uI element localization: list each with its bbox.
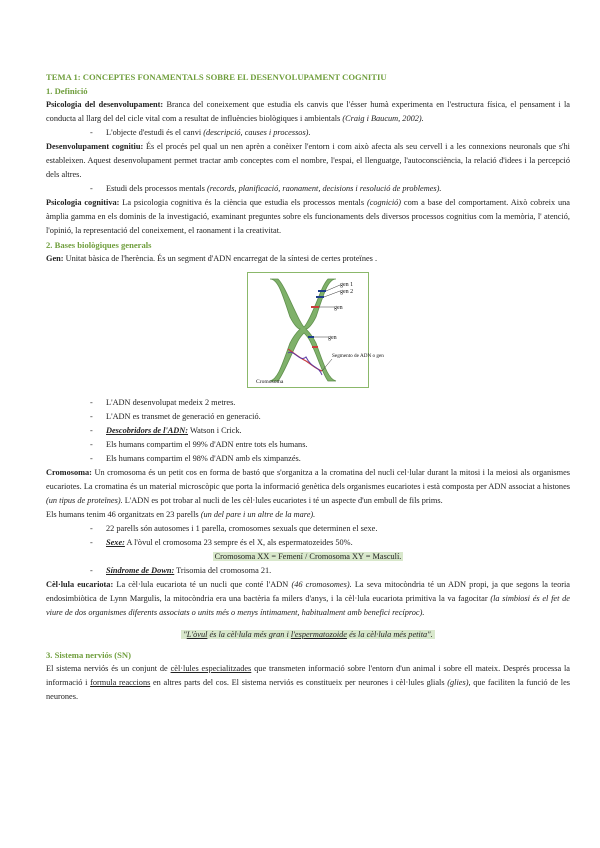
paragraph-gen: Gen: Unitat bàsica de l'herència. És un segment d'ADN encarregat de la síntesi de certes proteïnes . <box>46 254 378 263</box>
paragraph-sistema-nervios: El sistema nerviós és un conjunt de cèl·lules especialitzades que transmeten informació sobre l'entorn d'un animal i sobre ell mateix. Després processa la informació i formula reaccions en altres parts del cos. El sistema nerviós es constitueix per neurones i cèl·lules glials (glies), que faciliten la funció de les neurones. <box>46 664 570 701</box>
paragraph-cromosoma: Cromosoma: Un cromosoma és un petit cos en forma de bastó que s'organitza a la cromatina del nucli cel·lular durant la mitosi i la meiosi als organismes eucariotes. La cromatina és un material microscòpic que porta la informació genètica dels organismes eucariotes i està composta per ADN associat a histones (un tipus de proteïnes). L'ADN es pot trobar al nucli de les cèl·lules eucariotes i té un aspecte d'un embull de fils prims. <box>46 468 570 505</box>
paragraph-psicologia-cognitiva: Psicologia cognitiva: La psicologia cognitiva és la ciència que estudia els processos mentals (cognició) com a base del comportament. Això cobreix una àmplia gamma en els dominis de la investigació, examinant preguntes sobre els funcionaments dels diversos processos cognitius com la memòria, l' atenció, l'opinió, la representació del coneixement, el raonament i la creativitat. <box>46 198 570 235</box>
term-gen: Gen: <box>46 254 64 263</box>
pointer-line <box>324 291 340 297</box>
sex-chromosome-highlight: Cromosoma XX = Femení / Cromosoma XY = Masculí. <box>214 552 402 561</box>
paragraph-desenvolupament-cognitiu: Desenvolupament cognitiu: És el procés pel qual un nen aprèn a conèixer l'entorn i com això afecta als seu cervell i a les connexions neuronals que s'hi estableixen. Aquest desenvolupament permet tractar amb conceptes com el nombre, l'espai, el llenguatge, l'autoconsciència, la relació d'idees i la percepció dels altres. <box>46 142 570 179</box>
term-desenvolupament-cognitiu: Desenvolupament cognitiu: <box>46 142 144 151</box>
list-cromosomes <box>46 522 570 550</box>
list-psicologia-desenvolupament <box>46 126 570 140</box>
label-cromosoma: Cromosoma <box>256 379 284 385</box>
chromosome-illustration <box>248 273 384 387</box>
section-2-heading: 2. Bases biològiques generals <box>46 240 152 250</box>
list-item: - 22 parells són autosomes i 1 parella, cromosomes sexuals que determinen el sexe. <box>90 522 570 536</box>
highlighted-quote: "L'òvul és la cèl·lula més gran i l'espermatozoide és la cèl·lula més petita". <box>183 630 433 639</box>
chromosome-figure <box>46 272 570 388</box>
label-gen-4: gen <box>328 335 337 341</box>
list-item: - Sexe: A l'òvul el cromosoma 23 sempre és el X, als espermatozeides 50%. <box>90 536 570 550</box>
term-psicologia-cognitiva: Psicologia cognitiva: <box>46 198 120 207</box>
list-item: - Estudi dels processos mentals (records, planificació, raonament, decisions i resolució de problemes). <box>90 182 570 196</box>
list-item: - L'objecte d'estudi és el canvi (descripció, causes i processos). <box>90 126 570 140</box>
list-item: - L'ADN desenvolupat medeix 2 metres. <box>90 396 570 410</box>
label-gen-3: gen <box>334 305 343 311</box>
document-content <box>46 70 570 704</box>
paragraph-cellula-eucariota: Cèl·lula eucariota: La cèl·lula eucariota té un nucli que conté l'ADN (46 cromosomes). La seva mitocòndria té un ADN propi, ja que segons la teoria endosimbiòtica de Lynn Margulis, la mitocòndria era una bactèria fa milers d'anys, i la cèl·lula eucariota primitiva la va fagocitar (la simbiosi és el fet de viure de dos organismes diferents associats o units més o menys íntimament, habitualment amb benefici recíproc). <box>46 580 570 617</box>
term-cellula-eucariota: Cèl·lula eucariota: <box>46 580 114 589</box>
list-item: - L'ADN es transmet de generació en generació. <box>90 410 570 424</box>
paragraph-psicologia-desenvolupament: Psicologia del desenvolupament: Branca del coneixement que estudia els canvis que l'ésser humà experimenta en l'estructura física, el pensament i la conducta al llarg del del cicle vital com a resultat de influències biològiques i ambientals (Craig i Baucum, 2002). <box>46 100 570 123</box>
list-down <box>46 564 570 578</box>
section-3-heading: 3. Sistema nerviós (SN) <box>46 650 131 660</box>
term-cromosoma: Cromosoma: <box>46 468 92 477</box>
chromosome-image <box>247 272 384 388</box>
list-item: - Síndrome de Down: Trisomia del cromosoma 21. <box>90 564 570 578</box>
label-segment: Segmento de ADN o gen <box>332 353 384 359</box>
pointer-line <box>326 285 340 291</box>
section-1-heading: 1. Definició <box>46 86 88 96</box>
list-adn-facts <box>46 396 570 466</box>
list-item: - Els humans compartim el 99% d'ADN entre tots els humans. <box>90 438 570 452</box>
list-item: - Descobridors de l'ADN: Watson i Crick. <box>90 424 570 438</box>
paragraph-humans: Els humans tenim 46 organitzats en 23 parells (un del pare i un altre de la mare). <box>46 510 316 519</box>
document-title: TEMA 1: CONCEPTES FONAMENTALS SOBRE EL DESENVOLUPAMENT COGNITIU <box>46 72 387 82</box>
label-gen-2: gen 2 <box>340 289 354 295</box>
list-item: - Els humans compartim el 98% d'ADN amb els ximpanzés. <box>90 452 570 466</box>
term-psicologia-desenvolupament: Psicologia del desenvolupament: <box>46 100 164 109</box>
label-gen-1: gen 1 <box>340 282 354 288</box>
list-desenvolupament-cognitiu <box>46 182 570 196</box>
